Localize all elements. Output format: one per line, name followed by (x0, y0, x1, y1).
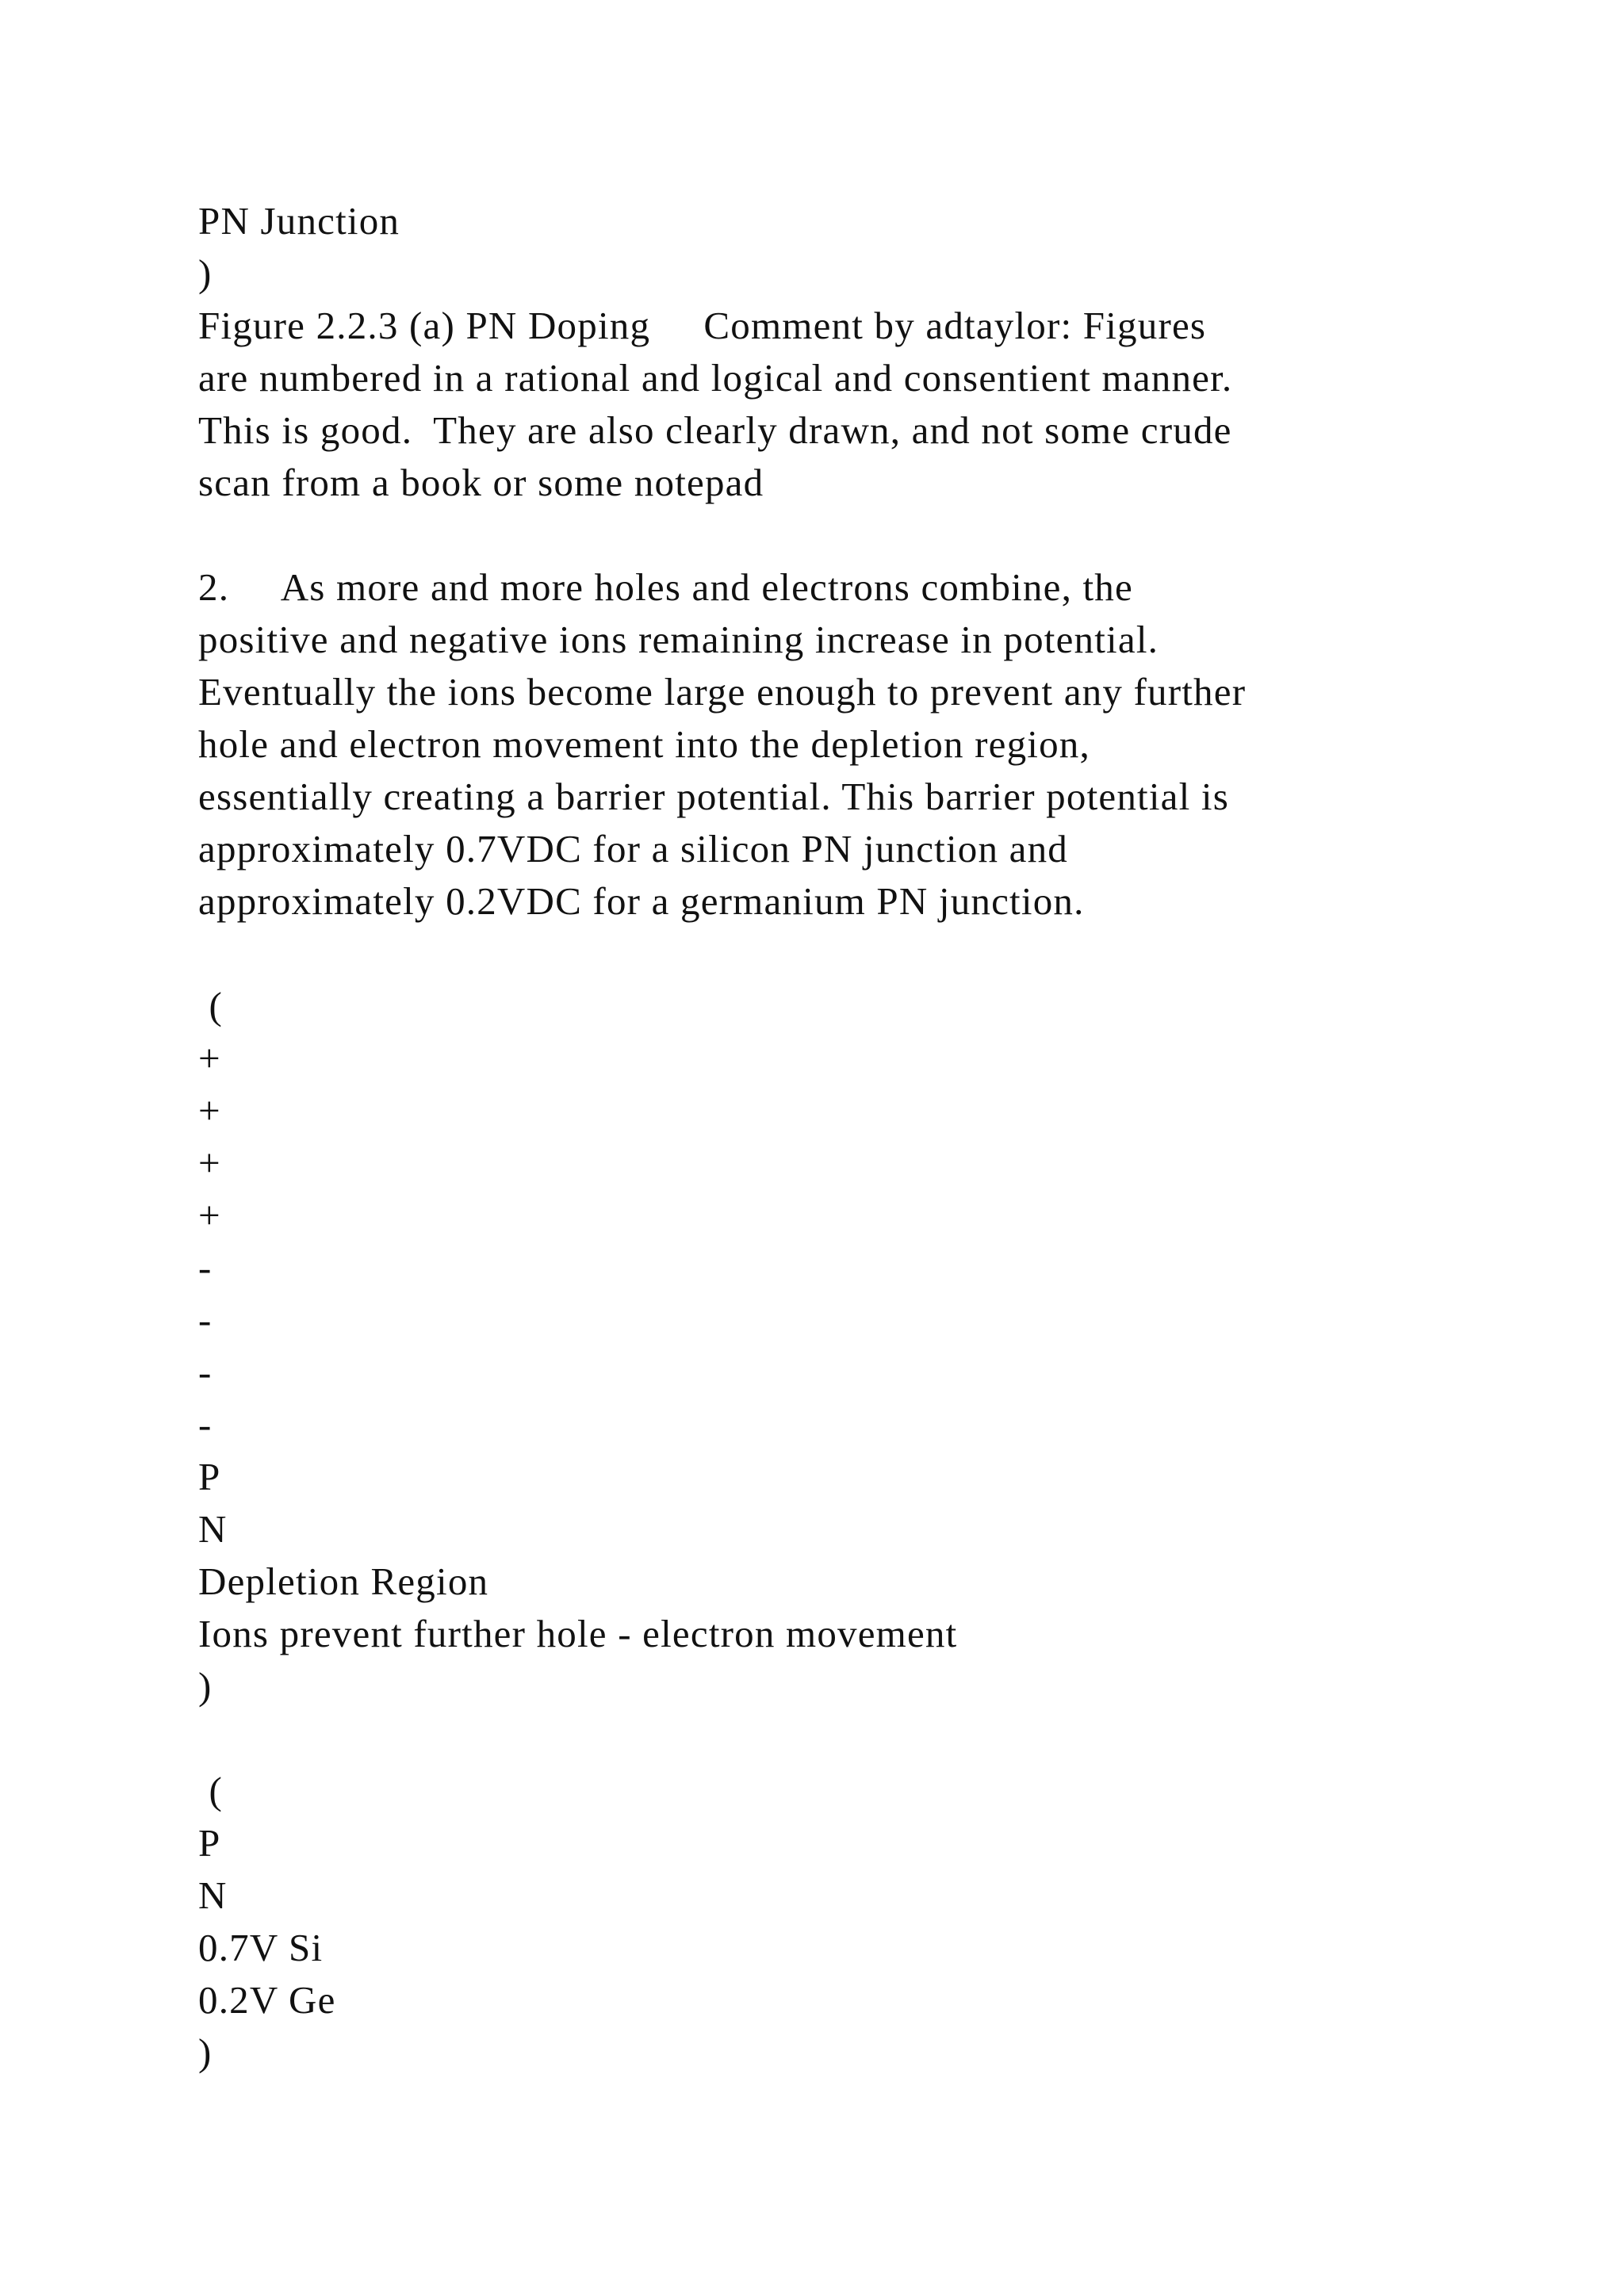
p-label: P (198, 1821, 221, 1865)
plus-sign: + (198, 1141, 221, 1184)
depletion-region-label: Depletion Region (198, 1559, 489, 1603)
spacer (198, 509, 1467, 561)
comment-text[interactable]: Comment by adtaylor: Figures (703, 304, 1207, 347)
spacer (198, 1712, 1467, 1765)
paragraph-line: approximately 0.7VDC for a silicon PN junction and (198, 827, 1068, 871)
germanium-voltage-label: 0.2V Ge (198, 1978, 336, 2022)
open-paren: ( (198, 984, 223, 1027)
paragraph-line: positive and negative ions remaining increase in potential. (198, 618, 1159, 661)
close-paren: ) (198, 251, 213, 295)
list-number: 2. (198, 565, 230, 609)
spacer (198, 928, 1467, 980)
figure-caption (198, 300, 1467, 352)
heading-pn-junction: PN Junction (198, 199, 400, 243)
list-gap (229, 565, 281, 609)
paragraph-line (198, 561, 1467, 614)
paragraph-text: As more and more holes and electrons combine, the (280, 565, 1133, 609)
paragraph-line: hole and electron movement into the depletion region, (198, 722, 1090, 766)
paragraph-line: approximately 0.2VDC for a germanium PN junction. (198, 879, 1085, 923)
n-label: N (198, 1873, 228, 1917)
comment-line: scan from a book or some notepad (198, 461, 764, 504)
n-label: N (198, 1507, 228, 1551)
document-page (198, 195, 1467, 2079)
p-label: P (198, 1455, 221, 1498)
paragraph-line: essentially creating a barrier potential. This barrier potential is (198, 775, 1229, 818)
comment-line: are numbered in a rational and logical and consentient manner. (198, 356, 1233, 400)
minus-sign: - (198, 1402, 213, 1446)
minus-sign: - (198, 1298, 213, 1341)
paragraph-line: Eventually the ions become large enough to prevent any further (198, 670, 1247, 714)
figure-label: Figure 2.2.3 (a) PN Doping (198, 304, 651, 347)
ions-label: Ions prevent further hole - electron movement (198, 1612, 958, 1655)
minus-sign: - (198, 1350, 213, 1394)
close-paren: ) (198, 2030, 213, 2074)
silicon-voltage-label: 0.7V Si (198, 1926, 324, 1969)
plus-sign: + (198, 1193, 221, 1237)
plus-sign: + (198, 1089, 221, 1132)
caption-gap (650, 304, 703, 347)
open-paren: ( (198, 1769, 223, 1812)
minus-sign: - (198, 1246, 213, 1289)
comment-line: This is good. They are also clearly drawn, and not some crude (198, 408, 1232, 452)
plus-sign: + (198, 1036, 221, 1080)
close-paren: ) (198, 1664, 213, 1708)
